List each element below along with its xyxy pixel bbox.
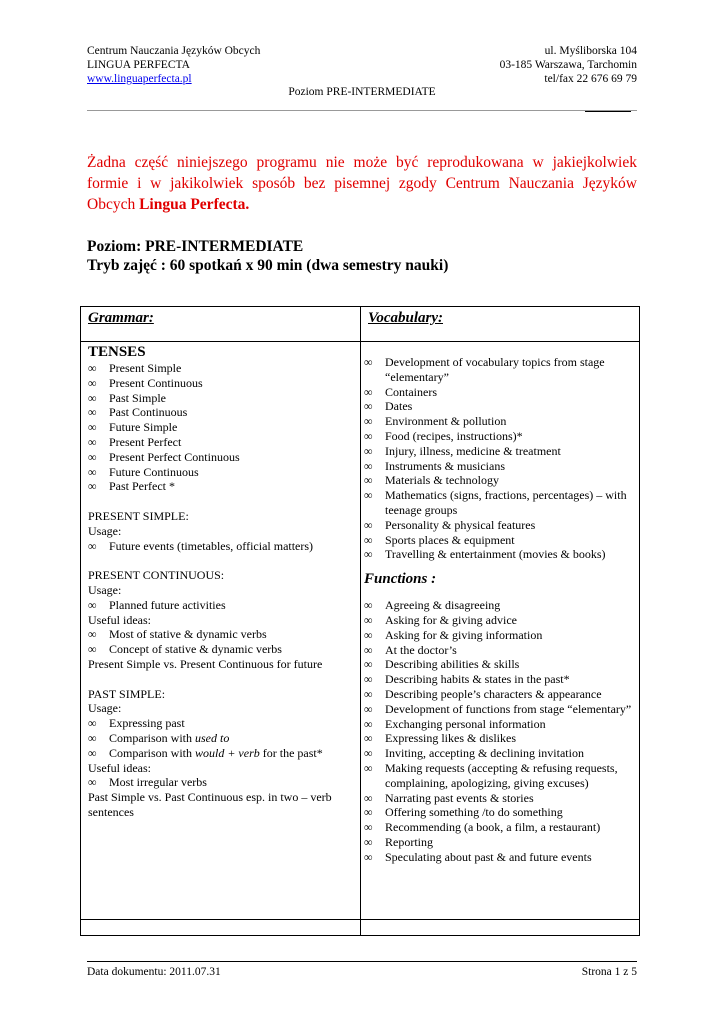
list-item: ∞ Food (recipes, instructions)* <box>364 429 636 444</box>
list-item: ∞ At the doctor’s <box>364 643 636 658</box>
list-item: ∞ Inviting, accepting & declining invitation <box>364 746 636 761</box>
list-item: ∞ Recommending (a book, a film, a restaurant) <box>364 820 636 835</box>
list-item: ∞ Instruments & musicians <box>364 459 636 474</box>
list-item: ∞ Personality & physical features <box>364 518 636 533</box>
list-item: ∞ Asking for & giving information <box>364 628 636 643</box>
present-continuous-title: PRESENT CONTINUOUS: <box>88 568 225 583</box>
address-street: ul. Myśliborska 104 <box>544 45 637 57</box>
column-divider <box>360 307 361 935</box>
list-item: ∞ Future Continuous <box>88 465 356 480</box>
list-item: ∞ Injury, illness, medicine & treatment <box>364 444 636 459</box>
list-item: ∞ Past Perfect * <box>88 479 356 494</box>
list-item: ∞ Travelling & entertainment (movies & books) <box>364 547 636 562</box>
warning-brand: Lingua Perfecta. <box>139 196 250 213</box>
past-simple-note: Past Simple vs. Past Continuous esp. in two – verb sentences <box>88 790 332 819</box>
header-divider <box>87 110 637 111</box>
present-continuous-ideas <box>88 627 356 657</box>
list-item: ∞ Most of stative & dynamic verbs <box>88 627 356 642</box>
list-item: ∞ Dates <box>364 399 636 414</box>
list-item: ∞ Reporting <box>364 835 636 850</box>
website-link[interactable]: www.linguaperfecta.pl <box>87 73 192 85</box>
list-item: ∞ Future Simple <box>88 420 356 435</box>
list-item: ∞ Future events (timetables, official matters) <box>88 539 356 554</box>
useful-ideas-label: Useful ideas: <box>88 760 151 775</box>
header-level: Poziom PRE-INTERMEDIATE <box>288 86 436 98</box>
brand-name: LINGUA PERFECTA <box>87 59 190 71</box>
list-item: ∞ Past Simple <box>88 391 356 406</box>
footer-divider <box>87 961 637 962</box>
tenses-title: TENSES <box>88 344 146 360</box>
course-level: Poziom: PRE-INTERMEDIATE <box>87 238 304 255</box>
phone-fax: tel/fax 22 676 69 79 <box>544 73 637 85</box>
list-item: ∞ Environment & pollution <box>364 414 636 429</box>
usage-label: Usage: <box>88 523 122 538</box>
list-item: ∞ Asking for & giving advice <box>364 613 636 628</box>
list-item: ∞ Materials & technology <box>364 473 636 488</box>
present-continuous-note: Present Simple vs. Present Continuous for future <box>88 656 323 671</box>
syllabus-table <box>80 306 640 936</box>
header-right <box>500 44 637 86</box>
list-item: ∞ Comparison with would + verb for the past* <box>88 746 356 761</box>
list-item: ∞ Describing habits & states in the past* <box>364 672 636 687</box>
course-info <box>87 237 448 275</box>
vocabulary-column <box>364 355 636 865</box>
useful-ideas-label: Useful ideas: <box>88 612 151 627</box>
list-item: ∞ Concept of stative & dynamic verbs <box>88 642 356 657</box>
header-row-divider <box>81 341 639 342</box>
list-item: ∞ Expressing past <box>88 716 356 731</box>
list-item: ∞ Comparison with used to <box>88 731 356 746</box>
list-item: ∞ Speculating about past & and future events <box>364 850 636 865</box>
list-item: ∞ Sports places & equipment <box>364 533 636 548</box>
grammar-column <box>88 343 356 820</box>
functions-list <box>364 598 636 864</box>
address-city: 03-185 Warszawa, Tarchomin <box>499 59 637 71</box>
list-item: ∞ Most irregular verbs <box>88 775 356 790</box>
grammar-header: Grammar: <box>88 310 154 326</box>
functions-title: Functions : <box>364 571 437 588</box>
list-item: ∞ Describing abilities & skills <box>364 657 636 672</box>
usage-label: Usage: <box>88 701 122 716</box>
list-item: ∞ Offering something /to do something <box>364 805 636 820</box>
header-divider-short <box>585 111 631 112</box>
page-number: Strona 1 z 5 <box>581 966 637 978</box>
list-item: ∞ Planned future activities <box>88 598 356 613</box>
list-item: ∞ Development of functions from stage “elementary” <box>364 702 636 717</box>
list-item: ∞ Describing people’s characters & appearance <box>364 687 636 702</box>
warning-text: Żadna część niniejszego programu nie może być reprodukowana w jakiejkolwiek formie i w jakikolwiek sposób bez pisemnej zgody Centrum Nauczania Języków Obcych <box>87 154 637 213</box>
present-simple-usage <box>88 539 356 554</box>
usage-label: Usage: <box>88 582 122 597</box>
list-item: ∞ Present Continuous <box>88 376 356 391</box>
bottom-row-divider <box>81 919 639 920</box>
tenses-list <box>88 361 356 494</box>
school-name: Centrum Nauczania Języków Obcych <box>87 45 261 57</box>
list-item: ∞ Narrating past events & stories <box>364 791 636 806</box>
list-item: ∞ Expressing likes & dislikes <box>364 731 636 746</box>
list-item: ∞ Present Perfect Continuous <box>88 450 356 465</box>
list-item: ∞ Exchanging personal information <box>364 717 636 732</box>
past-simple-title: PAST SIMPLE: <box>88 686 166 701</box>
list-item: ∞ Containers <box>364 385 636 400</box>
list-item: ∞ Mathematics (signs, fractions, percentages) – with teenage groups <box>364 488 636 518</box>
past-simple-ideas <box>88 775 356 790</box>
vocabulary-list <box>364 355 636 562</box>
list-item: ∞ Past Continuous <box>88 405 356 420</box>
copyright-warning <box>87 152 637 215</box>
list-item: ∞ Agreeing & disagreeing <box>364 598 636 613</box>
present-simple-title: PRESENT SIMPLE: <box>88 508 189 523</box>
vocabulary-header: Vocabulary: <box>368 310 443 326</box>
past-simple-usage <box>88 716 356 760</box>
course-mode: Tryb zajęć : 60 spotkań x 90 min (dwa semestry nauki) <box>87 257 449 274</box>
list-item: ∞ Development of vocabulary topics from stage “elementary” <box>364 355 636 385</box>
list-item: ∞ Present Simple <box>88 361 356 376</box>
document-date: Data dokumentu: 2011.07.31 <box>87 966 221 978</box>
header-left <box>87 44 260 86</box>
list-item: ∞ Making requests (accepting & refusing requests, complaining, apologizing, giving excuses) <box>364 761 636 791</box>
list-item: ∞ Present Perfect <box>88 435 356 450</box>
present-continuous-usage <box>88 598 356 613</box>
